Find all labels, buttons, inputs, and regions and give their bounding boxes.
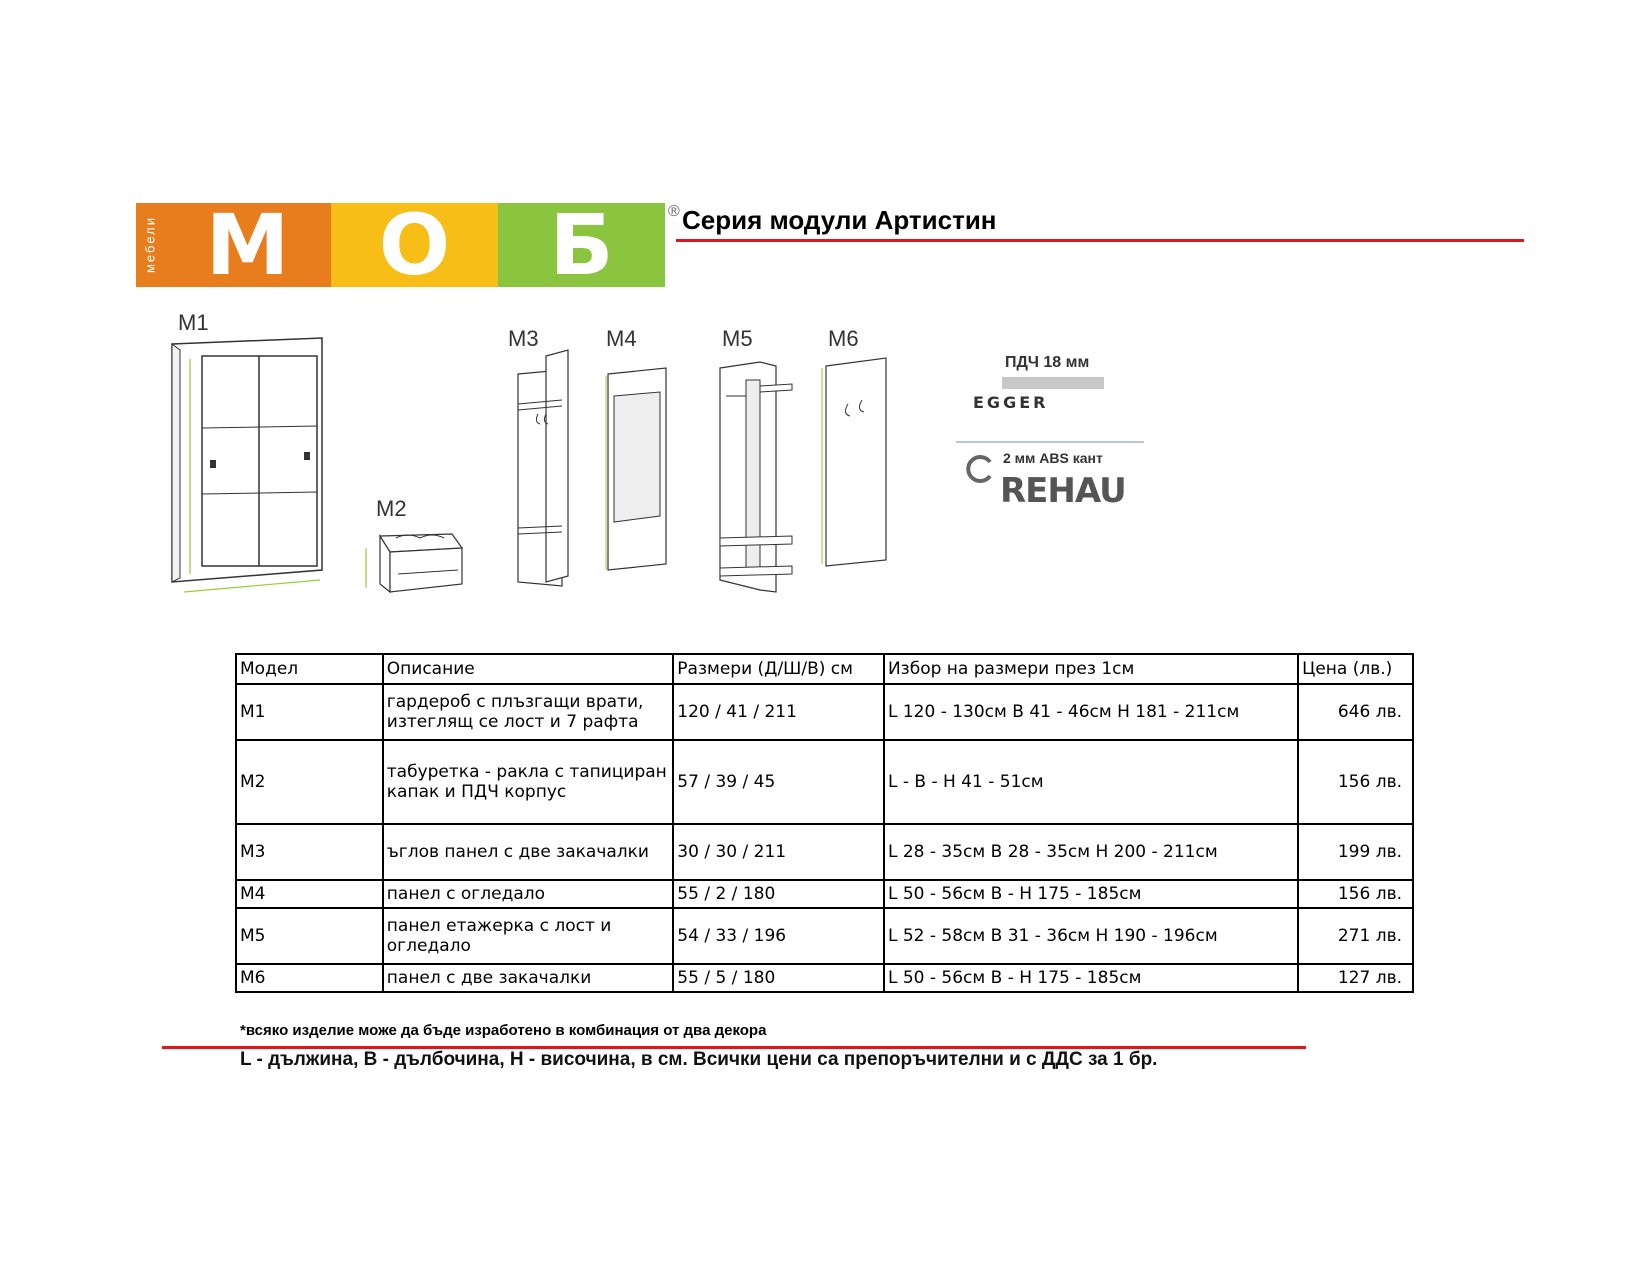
logo-side-text: мебели xyxy=(136,203,164,287)
table-row xyxy=(236,684,1413,740)
m4-mirror-panel-drawing xyxy=(604,364,674,584)
label-m3: M3 xyxy=(508,326,539,351)
materials-divider xyxy=(956,441,1144,443)
board-spec: ПДЧ 18 мм xyxy=(1005,354,1090,371)
title-underline xyxy=(676,239,1524,242)
cell-description: гардероб с плъзгащи врати, изтеглящ се лост и 7 рафта xyxy=(383,684,674,740)
cell-model: M5 xyxy=(236,908,383,964)
label-m2: M2 xyxy=(376,496,407,521)
label-m6: M6 xyxy=(828,326,859,351)
col-header-dimensions: Размери (Д/Ш/В) см xyxy=(673,654,884,684)
table-row xyxy=(236,880,1413,908)
edge-spec: 2 мм ABS кант xyxy=(1003,450,1103,466)
cell-dimensions: 30 / 30 / 211 xyxy=(673,824,884,880)
cell-price: 199 лв. xyxy=(1298,824,1413,880)
cell-price: 646 лв. xyxy=(1298,684,1413,740)
cell-size-options: L 50 - 56см В - Н 175 - 185см xyxy=(884,880,1298,908)
col-header-size-options: Избор на размери през 1см xyxy=(884,654,1298,684)
cell-model: M4 xyxy=(236,880,383,908)
cell-description: панел с две закачалки xyxy=(383,964,674,992)
cell-dimensions: 120 / 41 / 211 xyxy=(673,684,884,740)
cell-dimensions: 57 / 39 / 45 xyxy=(673,740,884,824)
label-m1: M1 xyxy=(178,310,209,335)
logo-letter-b: Б xyxy=(498,203,665,287)
cell-size-options: L 120 - 130см В 41 - 46см Н 181 - 211см xyxy=(884,684,1298,740)
logo-letter-m: М xyxy=(164,203,331,287)
board-swatch xyxy=(1002,377,1104,389)
table-row xyxy=(236,824,1413,880)
cell-price: 156 лв. xyxy=(1298,740,1413,824)
cell-price: 127 лв. xyxy=(1298,964,1413,992)
cell-description: ъглов панел с две закачалки xyxy=(383,824,674,880)
decor-note: *всяко изделие може да бъде изработено в комбинация от два декора xyxy=(240,1022,767,1039)
label-m5: M5 xyxy=(722,326,753,351)
col-header-model: Модел xyxy=(236,654,383,684)
cell-dimensions: 55 / 2 / 180 xyxy=(673,880,884,908)
table-row xyxy=(236,908,1413,964)
price-table xyxy=(235,653,1414,993)
cell-description: панел с огледало xyxy=(383,880,674,908)
cell-model: M6 xyxy=(236,964,383,992)
cell-description: табуретка - ракла с тапициран капак и ПДЧ корпус xyxy=(383,740,674,824)
cell-description: панел етажерка с лост и огледало xyxy=(383,908,674,964)
cell-size-options: L 28 - 35см В 28 - 35см Н 200 - 211см xyxy=(884,824,1298,880)
cell-price: 271 лв. xyxy=(1298,908,1413,964)
legend-note: L - дължина, В - дълбочина, Н - височина, в см. Всички цени са препоръчителни и с ДДС за 1 бр. xyxy=(240,1049,1158,1070)
label-m4: M4 xyxy=(606,326,637,351)
cell-model: M1 xyxy=(236,684,383,740)
m2-bench-drawing xyxy=(358,528,468,598)
cell-size-options: L 52 - 58см В 31 - 36см Н 190 - 196см xyxy=(884,908,1298,964)
m5-shelf-panel-drawing xyxy=(716,356,796,596)
logo-letter-o: О xyxy=(331,203,498,287)
edge-brand: REHAU xyxy=(1000,471,1126,511)
table-row xyxy=(236,740,1413,824)
cell-size-options: L 50 - 56см В - Н 175 - 185см xyxy=(884,964,1298,992)
col-header-price: Цена (лв.) xyxy=(1298,654,1413,684)
cell-size-options: L - В - Н 41 - 51см xyxy=(884,740,1298,824)
cell-model: M2 xyxy=(236,740,383,824)
col-header-description: Описание xyxy=(383,654,674,684)
board-brand: EGGER xyxy=(973,393,1049,412)
m1-wardrobe-drawing xyxy=(170,334,330,604)
cell-dimensions: 55 / 5 / 180 xyxy=(673,964,884,992)
cell-price: 156 лв. xyxy=(1298,880,1413,908)
cell-dimensions: 54 / 33 / 196 xyxy=(673,908,884,964)
cell-model: M3 xyxy=(236,824,383,880)
m3-corner-panel-drawing xyxy=(512,350,572,590)
table-row xyxy=(236,964,1413,992)
rehau-swirl-icon xyxy=(962,452,996,486)
table-header-row xyxy=(236,654,1413,684)
registered-mark: ® xyxy=(668,203,680,220)
m6-hook-panel-drawing xyxy=(820,356,890,576)
page-title: Серия модули Артистин xyxy=(682,205,997,235)
brand-logo xyxy=(136,196,665,294)
